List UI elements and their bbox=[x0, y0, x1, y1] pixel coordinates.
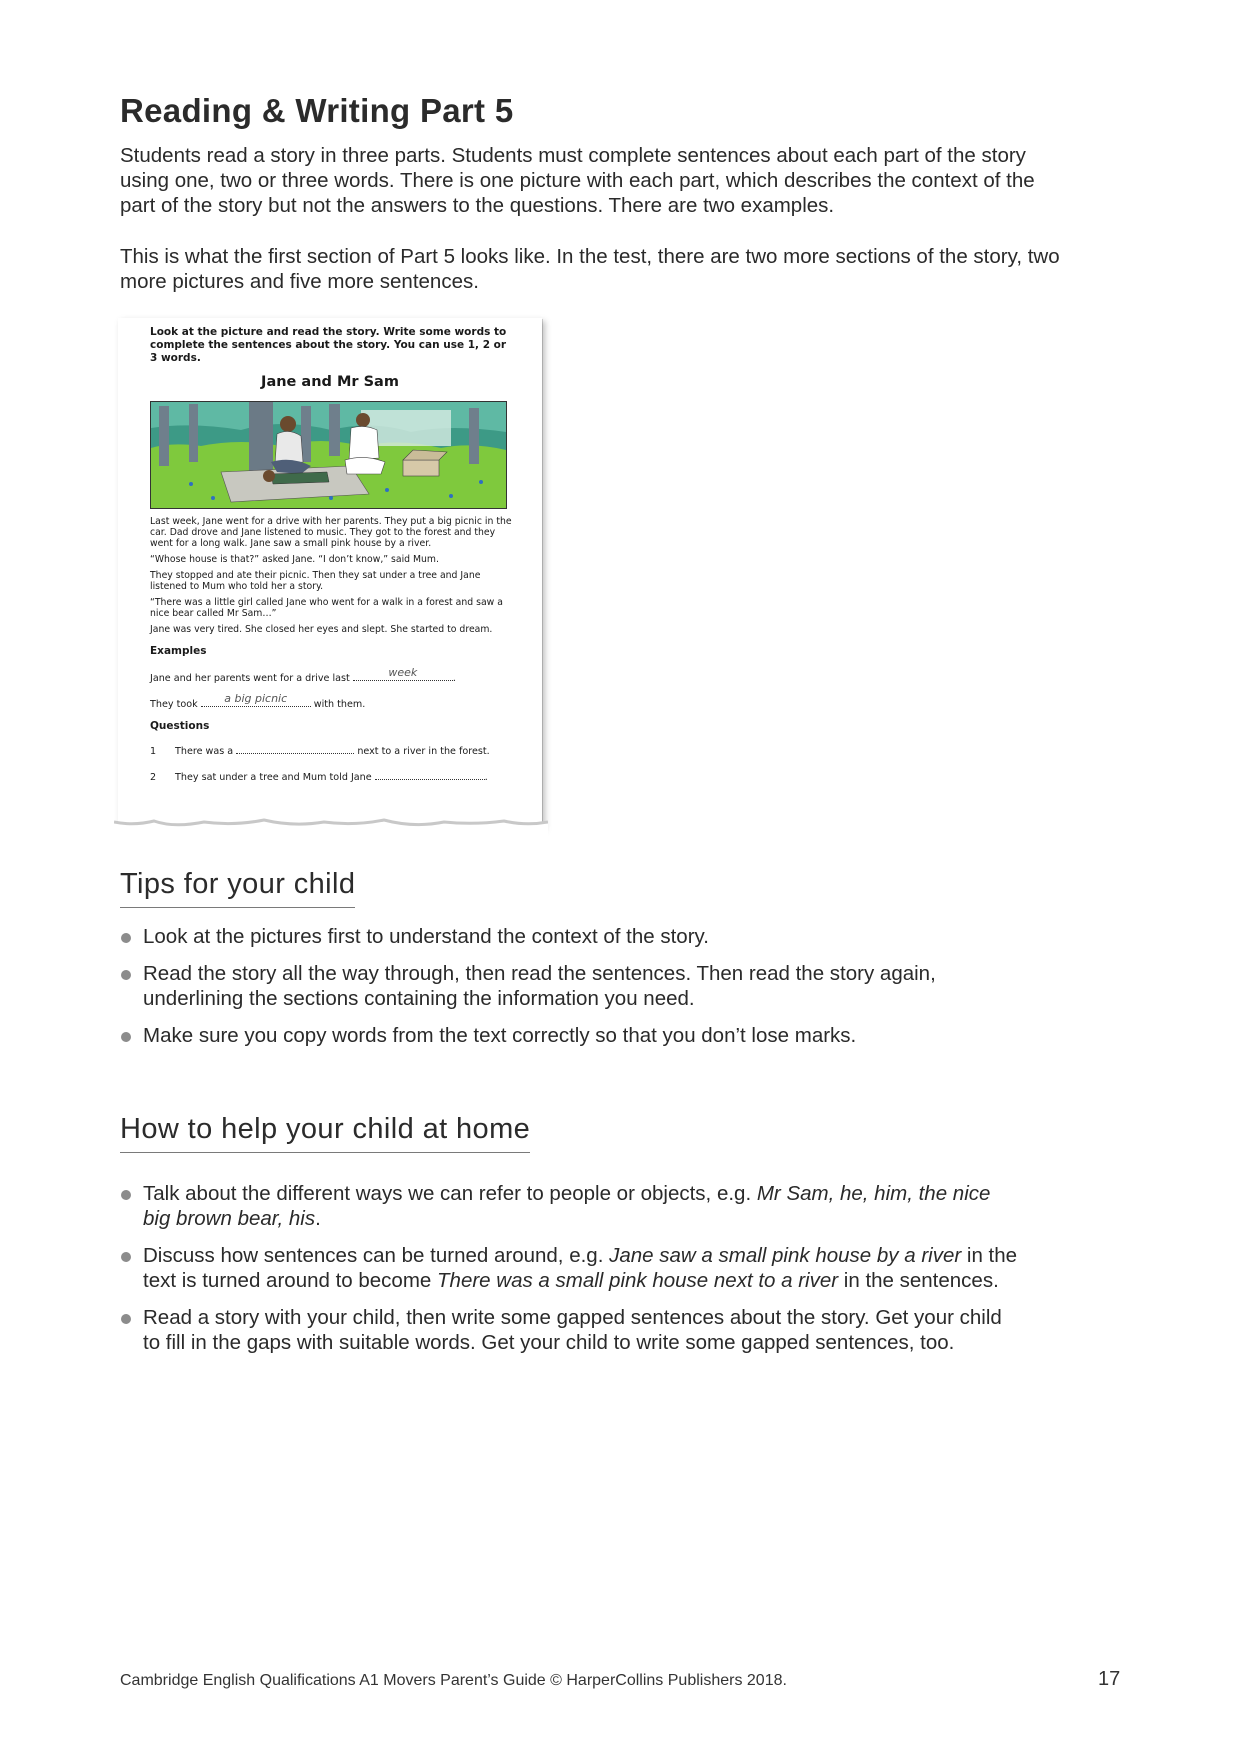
help-text-middle: in the text is turned around to become bbox=[143, 1244, 1018, 1292]
help-text: Read a story with your child, then write some gapped sentences about the story. Get your child to fill in the gaps with suitable words. Get your child to write some gapped sentences, too. bbox=[143, 1306, 1002, 1354]
example-text: They took bbox=[150, 699, 198, 710]
bullet-icon bbox=[121, 1314, 131, 1324]
tip-text: Read the story all the way through, then read the sentences. Then read the story again, underlining the sections containing the information you need. bbox=[143, 962, 936, 1010]
tip-item bbox=[120, 961, 1020, 1011]
handwritten-answer: a big picnic bbox=[224, 692, 288, 705]
story-paragraph: They stopped and ate their picnic. Then they sat under a tree and Jane listened to Mum who told her a story. bbox=[150, 570, 481, 592]
bullet-icon bbox=[121, 1252, 131, 1262]
footer-copyright: Cambridge English Qualifications A1 Movers Parent’s Guide © HarperCollins Publishers 2018. bbox=[120, 1672, 787, 1689]
question-2 bbox=[150, 769, 488, 783]
intro-paragraph-second: This is what the first section of Part 5 looks like. In the test, there are two more sections of the story, two more pictures and five more sentences. bbox=[120, 245, 1060, 293]
help-text: Discuss how sentences can be turned around, e.g. bbox=[143, 1244, 610, 1267]
question-text: There was a bbox=[175, 746, 234, 757]
help-list bbox=[120, 1181, 1020, 1367]
answer-gap bbox=[375, 769, 485, 780]
intro-paragraph: Students read a story in three parts. Students must complete sentences about each part of the story using one, two or three words. There is one picture with each part, which describes the context of the part of the story but not the answers to the questions. There are two examples. bbox=[120, 144, 1035, 217]
help-text-end: . bbox=[315, 1207, 321, 1230]
story-illustration bbox=[150, 401, 507, 509]
page-title: Reading & Writing Part 5 bbox=[120, 92, 514, 129]
bullet-icon bbox=[121, 970, 131, 980]
example-text-end: . bbox=[452, 673, 456, 684]
picnic-scene-image bbox=[151, 402, 506, 508]
help-item bbox=[120, 1181, 1020, 1231]
answer-gap bbox=[201, 692, 311, 707]
sample-story-text bbox=[150, 516, 512, 640]
answer-gap bbox=[236, 743, 354, 754]
help-example: There was a small pink house next to a river bbox=[437, 1269, 839, 1292]
sample-story-title: Jane and Mr Sam bbox=[261, 374, 399, 390]
example-text: Jane and her parents went for a drive last bbox=[150, 673, 350, 684]
help-heading: How to help your child at home bbox=[120, 1113, 530, 1153]
question-number: 2 bbox=[150, 772, 157, 783]
example-sentence-2 bbox=[150, 692, 366, 710]
tips-heading: Tips for your child bbox=[120, 868, 355, 908]
examples-label: Examples bbox=[150, 645, 207, 657]
help-text: Talk about the different ways we can refer to people or objects, e.g. bbox=[143, 1182, 757, 1205]
question-1 bbox=[150, 743, 490, 757]
tip-item bbox=[120, 924, 1020, 949]
story-paragraph: Last week, Jane went for a drive with her parents. They put a big picnic in the car. Dad drove and Jane listened to music. They got to the forest and they went for a long walk. Jane saw a small pink house by a river. bbox=[150, 516, 512, 549]
question-text-end: next to a river in the forest. bbox=[357, 746, 490, 757]
bullet-icon bbox=[121, 933, 131, 943]
questions-label: Questions bbox=[150, 720, 210, 732]
question-number: 1 bbox=[150, 746, 157, 757]
tip-text: Look at the pictures first to understand the context of the story. bbox=[143, 925, 709, 948]
answer-gap bbox=[353, 666, 453, 681]
tip-text: Make sure you copy words from the text correctly so that you don’t lose marks. bbox=[143, 1024, 857, 1047]
sample-test-page bbox=[118, 318, 542, 828]
question-text: They sat under a tree and Mum told Jane bbox=[175, 772, 372, 783]
help-example: Mr Sam, he, him, the nice big brown bear, his bbox=[143, 1182, 991, 1230]
story-paragraph: “Whose house is that?” asked Jane. “I don’t know,” said Mum. bbox=[150, 554, 439, 565]
torn-edge bbox=[114, 816, 548, 838]
story-paragraph: “There was a little girl called Jane who went for a walk in a forest and saw a nice bear called Mr Sam…” bbox=[150, 597, 503, 619]
bullet-icon bbox=[121, 1032, 131, 1042]
handwritten-answer: week bbox=[388, 666, 418, 679]
help-text-end: in the sentences. bbox=[838, 1269, 999, 1292]
bullet-icon bbox=[121, 1190, 131, 1200]
tip-item bbox=[120, 1023, 1020, 1048]
example-sentence-1 bbox=[150, 666, 456, 684]
question-text-end: . bbox=[484, 772, 488, 783]
example-text-end: with them. bbox=[313, 699, 366, 710]
tips-list bbox=[120, 924, 1020, 1060]
help-item bbox=[120, 1243, 1020, 1293]
help-example: Jane saw a small pink house by a river bbox=[609, 1244, 962, 1267]
sample-instructions: Look at the picture and read the story. Write some words to complete the sentences about the story. You can use 1, 2 or 3 words. bbox=[150, 326, 507, 364]
help-item bbox=[120, 1305, 1020, 1355]
story-paragraph: Jane was very tired. She closed her eyes and slept. She started to dream. bbox=[150, 624, 493, 635]
page-number: 17 bbox=[1098, 1668, 1121, 1690]
